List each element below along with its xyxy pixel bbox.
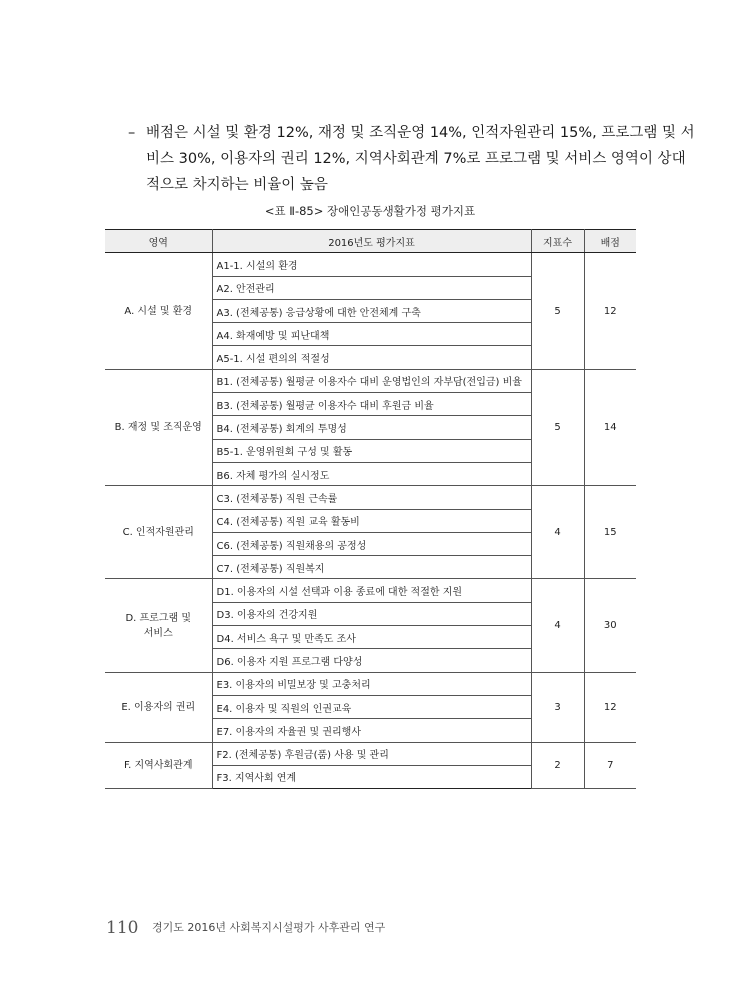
header-indicator: 2016년도 평가지표	[212, 230, 531, 253]
page-number: 110	[106, 918, 139, 938]
page-footer	[106, 918, 385, 938]
table-row	[105, 486, 636, 509]
evaluation-indicator-table	[105, 229, 636, 789]
table-caption: <표 Ⅱ-85> 장애인공동생활가정 평가지표	[264, 204, 476, 218]
indicator-cell: D4. 서비스 욕구 및 만족도 조사	[212, 626, 531, 649]
score-cell: 12	[584, 672, 636, 742]
score-cell: 30	[584, 579, 636, 672]
summary-paragraph	[128, 120, 695, 198]
indicator-count-cell: 4	[531, 579, 584, 672]
indicator-cell: A2. 안전관리	[212, 276, 531, 299]
indicator-count-cell: 5	[531, 253, 584, 369]
area-cell: D. 프로그램 및 서비스	[105, 579, 212, 672]
area-cell: B. 재정 및 조직운영	[105, 369, 212, 485]
indicator-cell: B6. 자체 평가의 실시정도	[212, 462, 531, 485]
footer-title: 경기도 2016년 사회복지시설평가 사후관리 연구	[151, 921, 386, 934]
score-cell: 15	[584, 486, 636, 579]
area-cell: C. 인적자원관리	[105, 486, 212, 579]
indicator-cell: B5-1. 운영위원회 구성 및 활동	[212, 439, 531, 462]
indicator-cell: D6. 이용자 지원 프로그램 다양성	[212, 649, 531, 672]
paragraph-line-3: 적으로 차지하는 비율이 높음	[146, 177, 328, 193]
indicator-cell: E7. 이용자의 자율권 및 권리행사	[212, 719, 531, 742]
table-row	[105, 579, 636, 602]
indicator-count-cell: 5	[531, 369, 584, 485]
indicator-cell: E4. 이용자 및 직원의 인권교육	[212, 695, 531, 718]
header-score: 배점	[584, 230, 636, 253]
table-row	[105, 253, 636, 276]
score-cell: 14	[584, 369, 636, 485]
indicator-cell: F3. 지역사회 연계	[212, 765, 531, 788]
indicator-cell: C3. (전체공통) 직원 근속률	[212, 486, 531, 509]
header-area: 영역	[105, 230, 212, 253]
header-count: 지표수	[531, 230, 584, 253]
area-cell: F. 지역사회관계	[105, 742, 212, 789]
indicator-cell: D3. 이용자의 건강지원	[212, 602, 531, 625]
area-cell: E. 이용자의 권리	[105, 672, 212, 742]
score-cell: 7	[584, 742, 636, 789]
indicator-cell: A5-1. 시설 편의의 적절성	[212, 346, 531, 369]
indicator-cell: F2. (전체공통) 후원금(품) 사용 및 관리	[212, 742, 531, 765]
indicator-cell: C6. (전체공통) 직원채용의 공정성	[212, 532, 531, 555]
indicator-cell: A3. (전체공통) 응급상황에 대한 안전체계 구축	[212, 299, 531, 322]
indicator-cell: B4. (전체공통) 회계의 투명성	[212, 416, 531, 439]
area-cell: A. 시설 및 환경	[105, 253, 212, 369]
indicator-count-cell: 2	[531, 742, 584, 789]
paragraph-line-2: 비스 30%, 이용자의 권리 12%, 지역사회관계 7%로 프로그램 및 서비스 영역이 상대	[146, 151, 686, 167]
indicator-cell: C7. (전체공통) 직원복지	[212, 556, 531, 579]
indicator-cell: C4. (전체공통) 직원 교육 활동비	[212, 509, 531, 532]
table-header-row	[105, 230, 636, 253]
indicator-cell: B3. (전체공통) 월평균 이용자수 대비 후원금 비율	[212, 393, 531, 416]
indicator-cell: A1-1. 시설의 환경	[212, 253, 531, 276]
table-row	[105, 742, 636, 765]
indicator-cell: D1. 이용자의 시설 선택과 이용 종료에 대한 적절한 지원	[212, 579, 531, 602]
indicator-cell: B1. (전체공통) 월평균 이용자수 대비 운영법인의 자부담(전입금) 비율	[212, 369, 531, 392]
table-row	[105, 369, 636, 392]
table-row	[105, 672, 636, 695]
indicator-count-cell: 4	[531, 486, 584, 579]
indicator-count-cell: 3	[531, 672, 584, 742]
score-cell: 12	[584, 253, 636, 369]
indicator-cell: E3. 이용자의 비밀보장 및 고충처리	[212, 672, 531, 695]
paragraph-line-1: 배점은 시설 및 환경 12%, 재정 및 조직운영 14%, 인적자원관리 15%, 프로그램 및 서	[146, 125, 695, 141]
table-body	[105, 253, 636, 789]
indicator-cell: A4. 화재예방 및 피난대책	[212, 323, 531, 346]
bullet-dash: –	[128, 125, 136, 141]
